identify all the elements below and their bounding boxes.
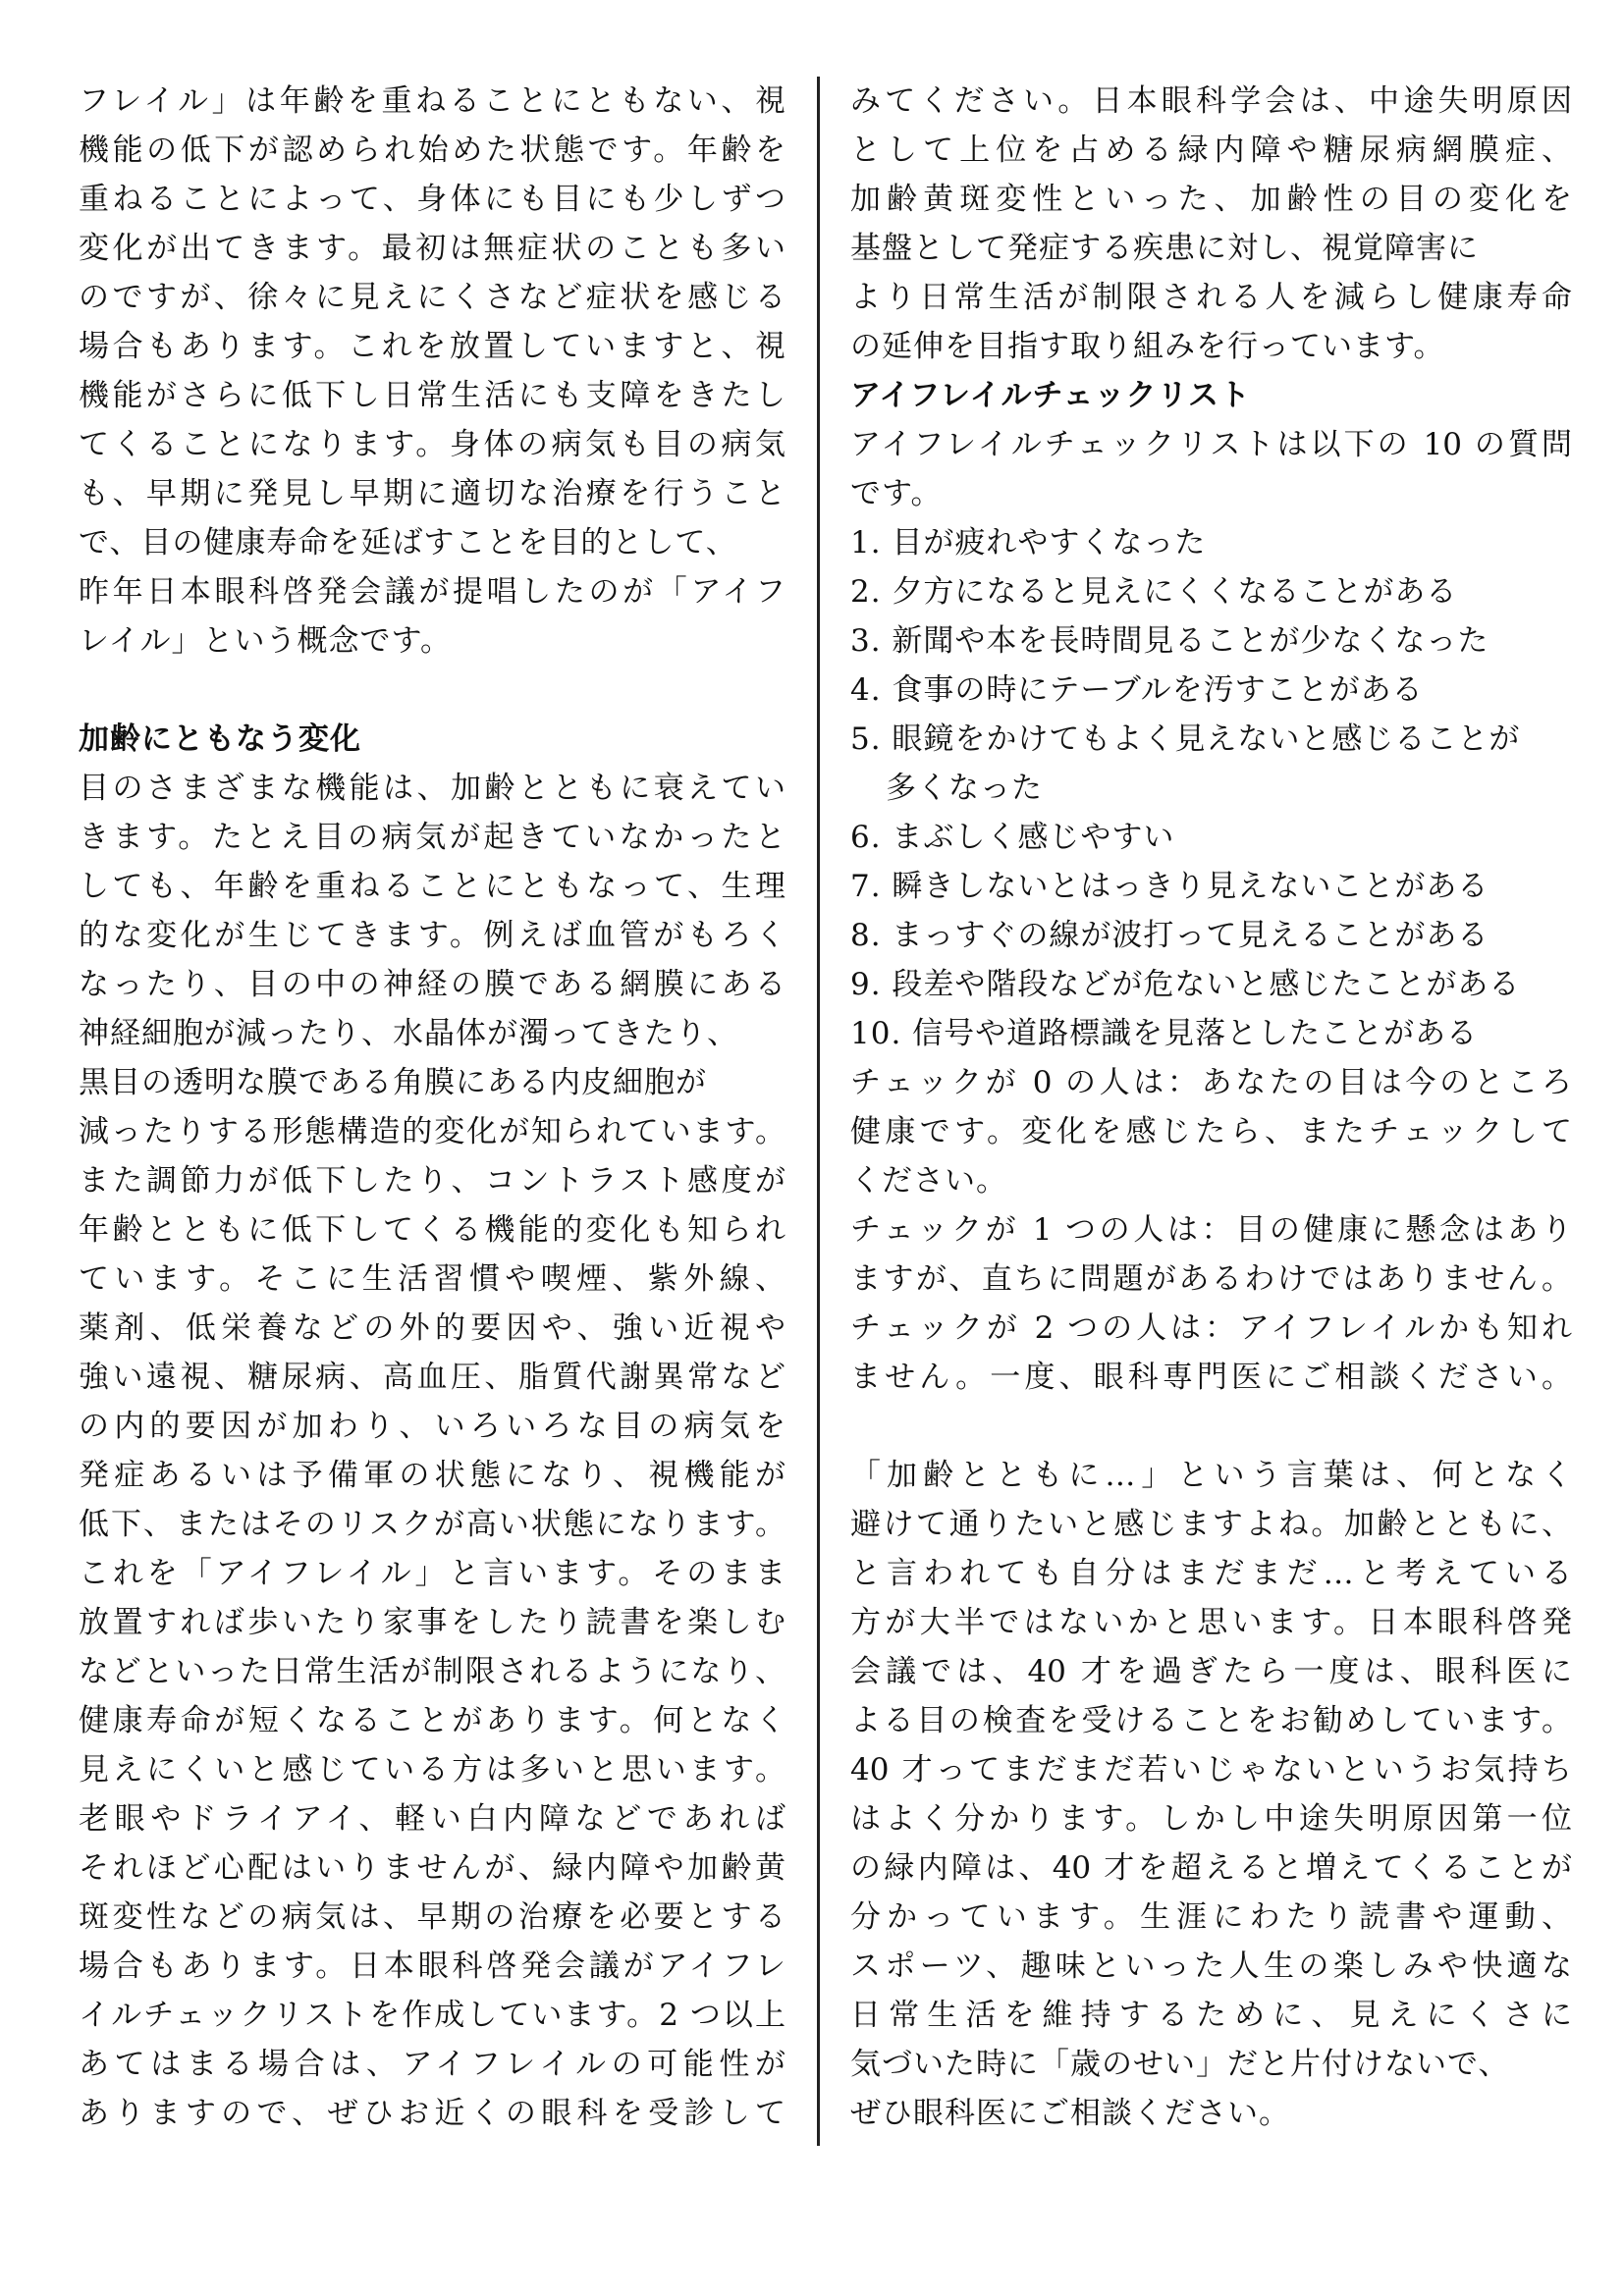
text-line: 減ったりする形態構造的変化が知られています。 bbox=[79, 1114, 785, 1149]
checklist-results bbox=[850, 1058, 1572, 1402]
text-line: と言われても自分はまだまだ…と考えている bbox=[850, 1556, 1572, 1591]
text-line: 「加齢とともに…」という言葉は、何となく bbox=[850, 1458, 1572, 1493]
text-line: として上位を占める緑内障や糖尿病網膜症、 bbox=[850, 133, 1572, 168]
section-heading-aging: 加齢にともなう変化 bbox=[79, 721, 361, 757]
text-line: も、早期に発見し早期に適切な治療を行うこと bbox=[79, 476, 785, 511]
text-line: レイル」という概念です。 bbox=[79, 623, 452, 659]
text-line: また調節力が低下したり、コントラスト感度が bbox=[79, 1163, 785, 1199]
checklist-intro bbox=[850, 420, 1572, 518]
intro-paragraph bbox=[79, 77, 785, 666]
text-line: ません。一度、眼科専門医にご相談ください。 bbox=[850, 1360, 1572, 1395]
text-line: なったり、目の中の神経の膜である網膜にある bbox=[79, 967, 785, 1002]
text-line: 機能の低下が認められ始めた状態です。年齢を bbox=[79, 133, 785, 168]
text-line: てくることになります。身体の病気も目の病気 bbox=[79, 427, 785, 462]
left-column bbox=[79, 77, 785, 2138]
continued-paragraph bbox=[850, 77, 1572, 371]
aging-paragraph bbox=[79, 764, 785, 2138]
text-line: 日常生活を維持するために、見えにくさに bbox=[850, 1998, 1572, 2033]
text-line: 老眼やドライアイ、軽い白内障などであれば bbox=[79, 1801, 785, 1837]
text-line: みてください。日本眼科学会は、中途失明原因 bbox=[850, 83, 1572, 119]
text-line: それほど心配はいりませんが、緑内障や加齢黄 bbox=[79, 1850, 785, 1886]
checklist-item: 7. 瞬きしないとはっきり見えないことがある bbox=[850, 869, 1489, 904]
text-line: などといった日常生活が制限されるようになり、 bbox=[79, 1654, 785, 1689]
text-line: の緑内障は、40 才を超えると増えてくることが bbox=[850, 1850, 1572, 1886]
checklist-item: 1. 目が疲れやすくなった bbox=[850, 525, 1207, 561]
checklist-item: 6. まぶしく感じやすい bbox=[850, 820, 1175, 855]
text-line: 低下、またはそのリスクが高い状態になります。 bbox=[79, 1507, 785, 1542]
text-line: 機能がさらに低下し日常生活にも支障をきたし bbox=[79, 378, 785, 413]
text-line: 昨年日本眼科啓発会議が提唱したのが「アイフ bbox=[79, 574, 785, 610]
closing-paragraph bbox=[850, 1451, 1572, 2138]
text-line: あてはまる場合は、アイフレイルの可能性が bbox=[79, 2047, 785, 2082]
text-line: 目のさまざまな機能は、加齢とともに衰えてい bbox=[79, 771, 785, 806]
text-line: 加齢黄斑変性といった、加齢性の目の変化を bbox=[850, 182, 1572, 217]
checklist-item: 8. まっすぐの線が波打って見えることがある bbox=[850, 918, 1489, 953]
section-heading-checklist: アイフレイルチェックリスト bbox=[850, 378, 1251, 413]
checklist-item: 3. 新聞や本を長時間見ることが少なくなった bbox=[850, 623, 1489, 659]
checklist-item: 4. 食事の時にテーブルを汚すことがある bbox=[850, 672, 1424, 708]
text-line: 薬剤、低栄養などの外的要因や、強い近視や bbox=[79, 1310, 785, 1346]
text-line: はよく分かります。しかし中途失明原因第一位 bbox=[850, 1801, 1572, 1837]
text-line: 年齢とともに低下してくる機能的変化も知られ bbox=[79, 1212, 785, 1248]
text-line: の内的要因が加わり、いろいろな目の病気を bbox=[79, 1409, 785, 1444]
text-line: 神経細胞が減ったり、水晶体が濁ってきたり、 bbox=[79, 1016, 738, 1051]
checklist-item: 10. 信号や道路標識を見落としたことがある bbox=[850, 1016, 1479, 1051]
text-line: 黒目の透明な膜である角膜にある内皮細胞が bbox=[79, 1065, 707, 1100]
text-line: ありますので、ぜひお近くの眼科を受診して bbox=[79, 2096, 785, 2131]
text-line: 重ねることによって、身体にも目にも少しずつ bbox=[79, 182, 785, 217]
paragraph-gap bbox=[79, 666, 785, 715]
text-line: 的な変化が生じてきます。例えば血管がもろく bbox=[79, 918, 785, 953]
text-line: 会議では、40 才を過ぎたら一度は、眼科医に bbox=[850, 1654, 1572, 1689]
text-line: 場合もあります。日本眼科啓発会議がアイフレ bbox=[79, 1949, 785, 1984]
text-line: しても、年齢を重ねることにともなって、生理 bbox=[79, 869, 785, 904]
text-line: アイフレイルチェックリストは以下の 10 の質問 bbox=[850, 427, 1572, 462]
text-line: 分かっています。生涯にわたり読書や運動、 bbox=[850, 1899, 1572, 1935]
text-line: 健康です。変化を感じたら、またチェックして bbox=[850, 1114, 1572, 1149]
checklist bbox=[850, 518, 1572, 1058]
paragraph-gap bbox=[850, 1402, 1572, 1451]
text-line: チェックが 0 の人は：あなたの目は今のところ bbox=[850, 1065, 1572, 1100]
checklist-item: 2. 夕方になると見えにくくなることがある bbox=[850, 574, 1458, 610]
text-line: 健康寿命が短くなることがあります。何となく bbox=[79, 1703, 785, 1738]
text-line: イルチェックリストを作成しています。2 つ以上 bbox=[79, 1998, 785, 2033]
text-line: チェックが 1 つの人は：目の健康に懸念はあり bbox=[850, 1212, 1572, 1248]
text-line: 方が大半ではないかと思います。日本眼科啓発 bbox=[850, 1605, 1572, 1640]
text-line: 基盤として発症する疾患に対し、視覚障害に bbox=[850, 231, 1479, 266]
text-line: 変化が出てきます。最初は無症状のことも多い bbox=[79, 231, 785, 266]
text-line: ぜひ眼科医にご相談ください。 bbox=[850, 2096, 1290, 2131]
text-line: です。 bbox=[850, 476, 943, 511]
text-line: チェックが 2 つの人は：アイフレイルかも知れ bbox=[850, 1310, 1572, 1346]
text-line: で、目の健康寿命を延ばすことを目的として、 bbox=[79, 525, 737, 561]
text-line: ください。 bbox=[850, 1163, 1007, 1199]
text-line: 放置すれば歩いたり家事をしたり読書を楽しむ bbox=[79, 1605, 785, 1640]
text-line: 40 才ってまだまだ若いじゃないというお気持ち bbox=[850, 1752, 1572, 1788]
text-line: これを「アイフレイル」と言います。そのまま bbox=[79, 1556, 785, 1591]
text-line: 斑変性などの病気は、早期の治療を必要とする bbox=[79, 1899, 785, 1935]
text-line: のですが、徐々に見えにくさなど症状を感じる bbox=[79, 280, 785, 315]
text-line: ています。そこに生活習慣や喫煙、紫外線、 bbox=[79, 1261, 785, 1297]
right-column bbox=[850, 77, 1572, 2138]
column-divider bbox=[817, 77, 820, 2146]
text-line: 避けて通りたいと感じますよね。加齢とともに、 bbox=[850, 1507, 1572, 1542]
checklist-item: 5. 眼鏡をかけてもよく見えないと感じることが bbox=[850, 721, 1521, 757]
text-line: 見えにくいと感じている方は多いと思います。 bbox=[79, 1752, 785, 1788]
text-line: ますが、直ちに問題があるわけではありません。 bbox=[850, 1261, 1572, 1297]
text-line: の延伸を目指す取り組みを行っています。 bbox=[850, 329, 1445, 364]
text-line: 発症あるいは予備軍の状態になり、視機能が bbox=[79, 1458, 785, 1493]
checklist-item: 9. 段差や階段などが危ないと感じたことがある bbox=[850, 967, 1521, 1002]
text-line: よる目の検査を受けることをお勧めしています。 bbox=[850, 1703, 1572, 1738]
text-line: 強い遠視、糖尿病、高血圧、脂質代謝異常など bbox=[79, 1360, 785, 1395]
text-line: フレイル」は年齢を重ねることにともない、視 bbox=[79, 83, 785, 119]
text-line: 気づいた時に「歳のせい」だと片付けないで、 bbox=[850, 2047, 1510, 2082]
text-line: 場合もあります。これを放置していますと、視 bbox=[79, 329, 785, 364]
text-line: きます。たとえ目の病気が起きていなかったと bbox=[79, 820, 785, 855]
checklist-item-continuation: 多くなった bbox=[886, 771, 1043, 806]
text-line: スポーツ、趣味といった人生の楽しみや快適な bbox=[850, 1949, 1572, 1984]
text-line: より日常生活が制限される人を減らし健康寿命 bbox=[850, 280, 1572, 315]
